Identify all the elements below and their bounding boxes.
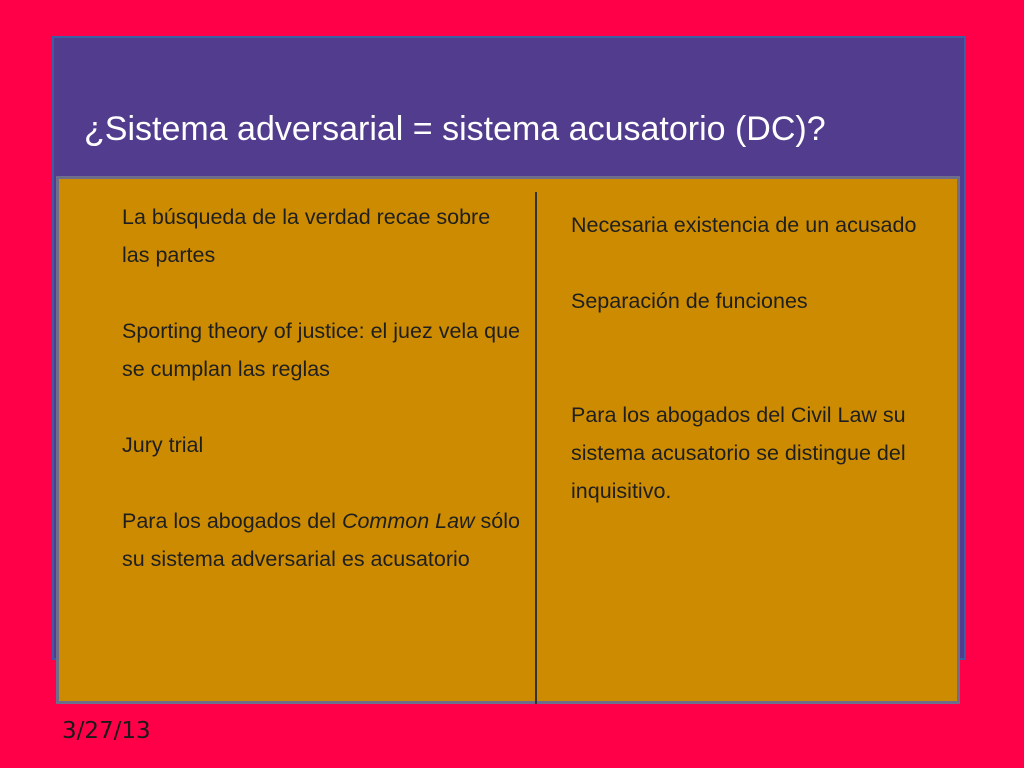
column-divider [535,192,537,704]
common-law-emphasis: Common Law [341,509,475,533]
left-paragraph-4-start: Para los abogados del [122,509,342,533]
left-column [122,198,522,616]
left-paragraph-3: Jury trial [122,433,204,457]
right-paragraph-1: Necesaria existencia de un acusado [571,213,917,237]
left-paragraph-2: Sporting theory of justice: el juez vela que se cumplan las reglas [122,319,520,381]
footer-date: 3/27/13 [62,718,151,744]
left-paragraph-4 [122,502,522,578]
left-paragraph-4-end: sólo su sistema adversarial es acusatorio [122,509,520,571]
slide-title: ¿Sistema adversarial = sistema acusatorio (DC)? [84,110,826,148]
left-paragraph-1: La búsqueda de la verdad recae sobre las partes [122,205,491,267]
right-paragraph-2: Separación de funciones [571,289,808,313]
right-column [571,206,951,548]
right-paragraph-3: Para los abogados del Civil Law su sistema acusatorio se distingue del inquisitivo. [571,403,906,503]
